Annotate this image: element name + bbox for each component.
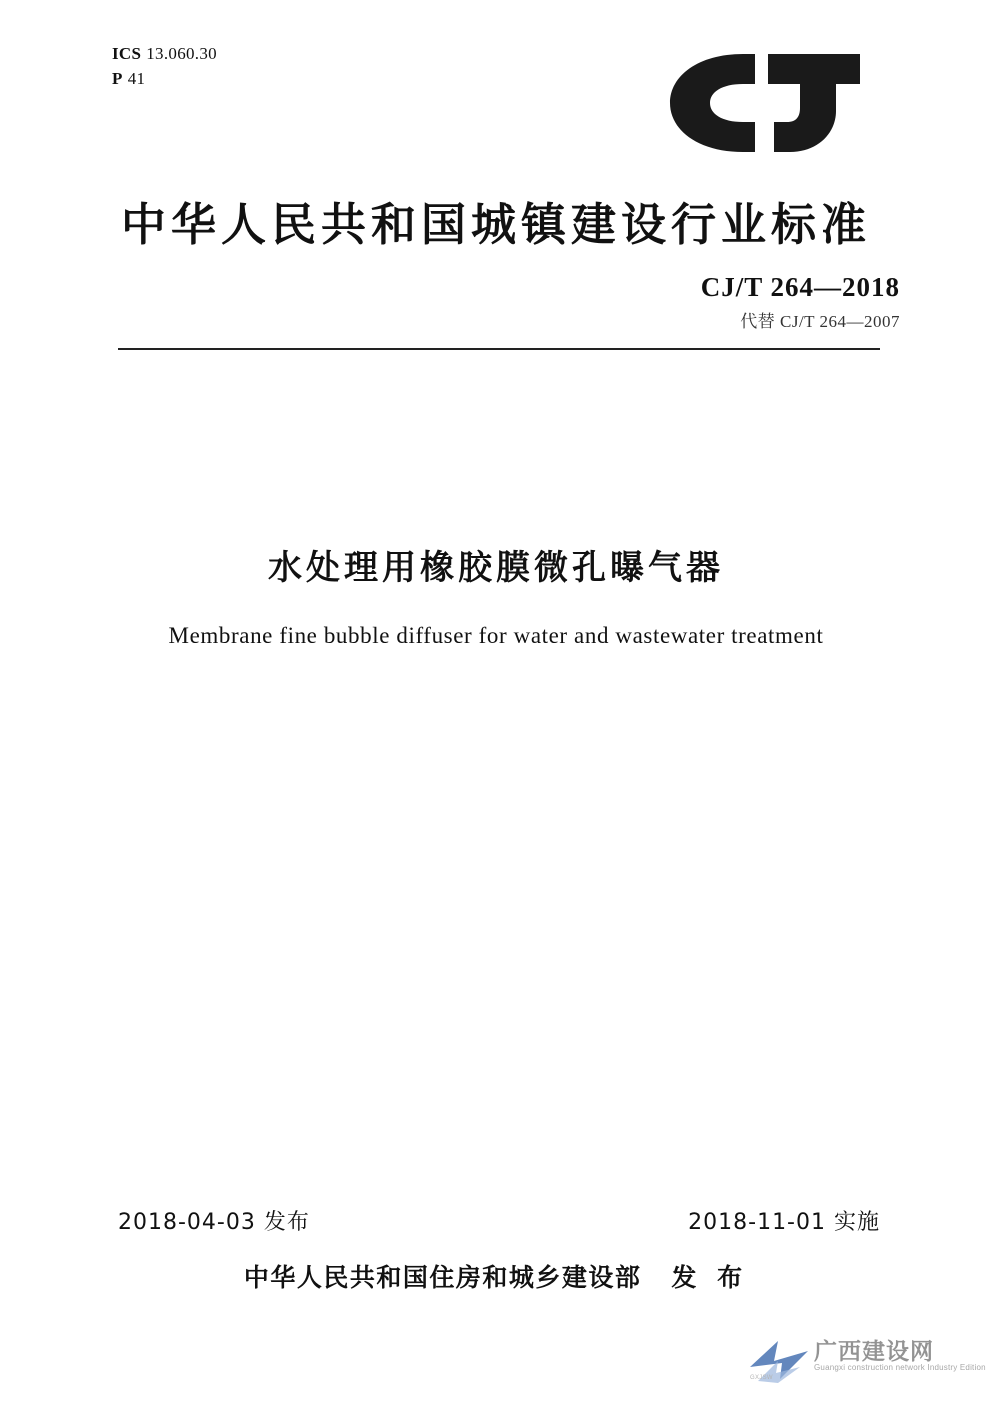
standard-replaces: 代替 CJ/T 264—2007 xyxy=(740,312,900,331)
watermark-text: 广西建设网 xyxy=(814,1339,934,1365)
watermark-subtext: Guangxi construction network Industry Edition xyxy=(814,1363,986,1372)
ics-value: 13.060.30 xyxy=(146,44,217,63)
class-line xyxy=(112,67,217,92)
publisher-line xyxy=(0,1258,992,1294)
ics-label: ICS xyxy=(112,44,142,63)
standard-number: CJ/T 264—2018 xyxy=(700,272,900,302)
subject-title-english: Membrane fine bubble diffuser for water and wastewater treatment xyxy=(168,623,824,648)
watermark-tiny-text: GXJSW xyxy=(750,1375,773,1381)
publisher-verb: 发 布 xyxy=(671,1263,749,1292)
subject-title-chinese: 水处理用橡胶膜微孔曝气器 xyxy=(268,548,724,588)
effective-date: 2018-11-01 实施 xyxy=(688,1210,880,1235)
standard-number-block xyxy=(701,272,900,332)
class-label: P xyxy=(112,68,123,88)
cj-logo-icon xyxy=(650,48,880,158)
ics-classification-block xyxy=(112,42,217,91)
ics-line xyxy=(112,42,217,67)
standard-series-title: 中华人民共和国城镇建设行业标准 xyxy=(120,198,871,251)
class-value: 41 xyxy=(127,68,146,88)
issue-date: 2018-04-03 发布 xyxy=(118,1210,310,1235)
publisher-name: 中华人民共和国住房和城乡建设部 xyxy=(243,1263,642,1292)
watermark xyxy=(748,1331,986,1391)
header-divider xyxy=(118,348,880,350)
